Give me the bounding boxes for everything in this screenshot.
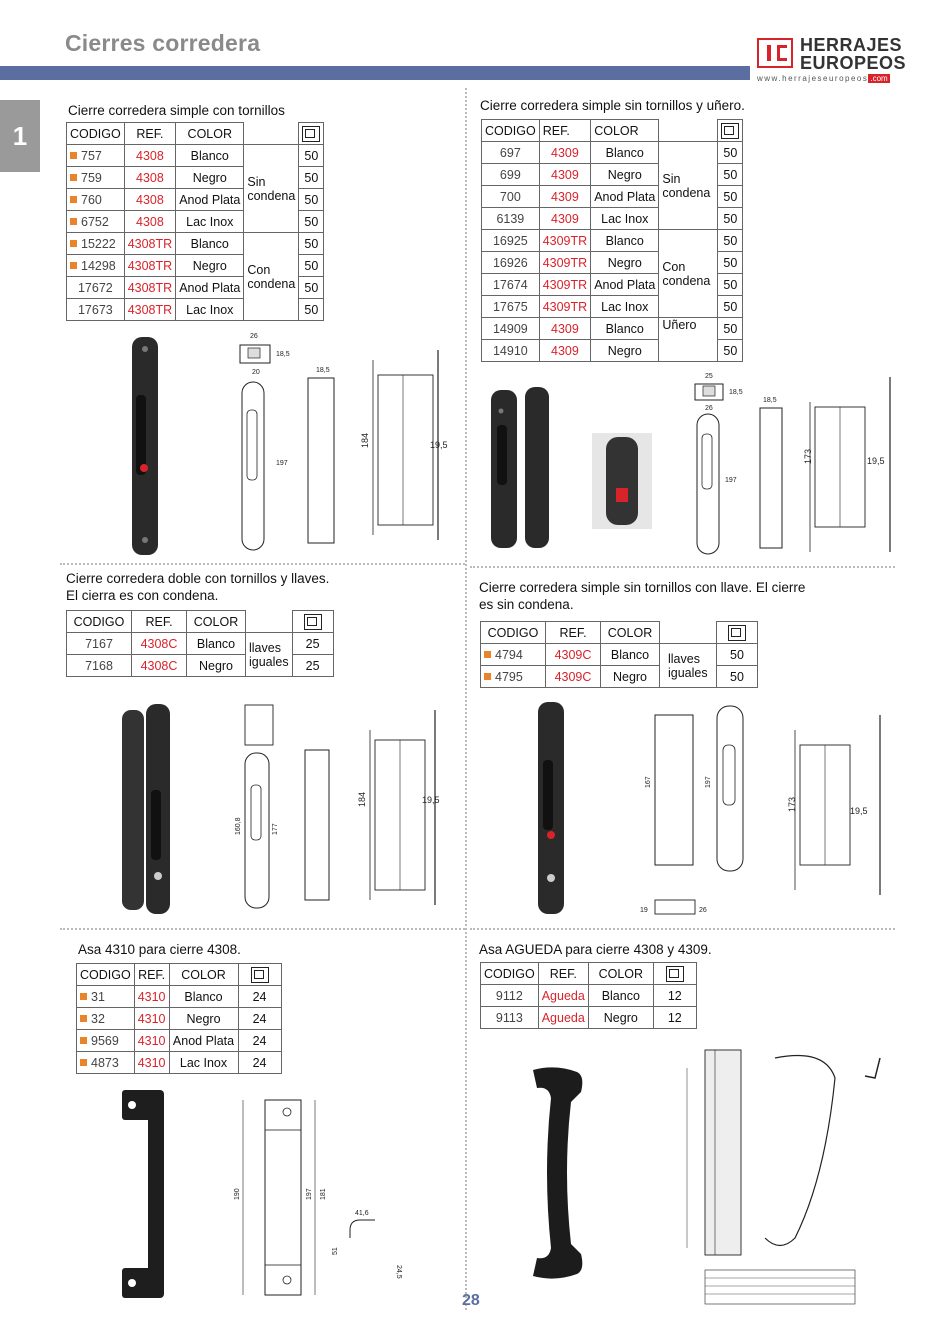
ref-cell: 4309 <box>539 186 590 208</box>
color-cell: Blanco <box>176 233 244 255</box>
color-cell: Negro <box>591 340 659 362</box>
qty-cell: 50 <box>299 189 324 211</box>
brand-logo-icon <box>757 38 793 68</box>
box-qty-header <box>718 120 743 142</box>
ref-cell: 4308TR <box>124 233 175 255</box>
row-divider-1-left <box>60 563 465 565</box>
table-row <box>77 1030 282 1052</box>
col-header: REF. <box>134 964 169 986</box>
dimension-label: 190 <box>234 1188 241 1200</box>
ref-cell: 4309C <box>546 666 601 688</box>
qty-cell: 50 <box>718 318 743 340</box>
dimension-label: 19,5 <box>422 795 440 805</box>
code-cell: 16926 <box>482 252 540 274</box>
qty-cell: 50 <box>718 142 743 164</box>
new-mark-icon <box>80 1059 87 1066</box>
color-cell: Negro <box>187 655 246 677</box>
technical-drawing-4310 <box>225 1080 425 1310</box>
row-divider-1-right <box>470 566 895 568</box>
table-row <box>77 964 282 986</box>
color-cell: Lac Inox <box>169 1052 238 1074</box>
product-detail-photo <box>592 433 652 529</box>
qty-cell: 50 <box>299 277 324 299</box>
ref-cell: Agueda <box>538 985 588 1007</box>
dimension-label: 160,8 <box>235 817 242 835</box>
table-row <box>67 611 334 633</box>
code-value: 9569 <box>91 1033 119 1048</box>
dimension-label: 26 <box>705 405 713 412</box>
product-table <box>480 621 758 688</box>
qty-cell: 50 <box>718 296 743 318</box>
color-cell: Negro <box>601 666 660 688</box>
column-divider <box>465 88 467 1310</box>
new-mark-icon <box>70 174 77 181</box>
code-value: 759 <box>81 170 102 185</box>
col-header: CODIGO <box>481 963 539 985</box>
code-cell <box>67 167 125 189</box>
dimension-label: 41,6 <box>355 1210 369 1217</box>
col-header: CODIGO <box>481 622 546 644</box>
code-cell: 9112 <box>481 985 539 1007</box>
color-cell: Blanco <box>187 633 246 655</box>
col-header: CODIGO <box>67 123 125 145</box>
table-row <box>67 145 324 167</box>
product-table <box>66 610 334 677</box>
color-cell: Negro <box>591 164 659 186</box>
color-cell: Anod Plata <box>169 1030 238 1052</box>
qty-cell: 24 <box>238 1052 281 1074</box>
table-row <box>482 120 743 142</box>
code-cell: 700 <box>482 186 540 208</box>
ref-cell: 4310 <box>134 1008 169 1030</box>
technical-drawing-4308c <box>225 695 465 920</box>
ref-cell: 4308C <box>132 633 187 655</box>
dimension-label: 24,5 <box>395 1265 402 1279</box>
color-cell: Negro <box>176 167 244 189</box>
ref-cell: 4309 <box>539 164 590 186</box>
box-qty-header <box>299 123 324 145</box>
qty-cell: 50 <box>299 299 324 321</box>
dimension-label: 18,5 <box>763 397 777 404</box>
code-cell <box>67 211 125 233</box>
qty-cell: 12 <box>653 1007 696 1029</box>
ref-cell: 4309 <box>539 340 590 362</box>
new-mark-icon <box>484 651 491 658</box>
table-row <box>77 1052 282 1074</box>
dimension-label: 197 <box>306 1188 313 1200</box>
product-table <box>481 119 743 362</box>
table-cell <box>246 611 293 633</box>
qty-cell: 50 <box>299 145 324 167</box>
new-mark-icon <box>80 993 87 1000</box>
col-header: CODIGO <box>482 120 540 142</box>
product-photo-4308c <box>118 700 178 918</box>
section-title: Cierre corredera simple con tornillos <box>68 103 285 118</box>
col-header: COLOR <box>187 611 246 633</box>
section-title <box>479 579 805 613</box>
group-label: Con condena <box>659 230 718 318</box>
code-cell: 699 <box>482 164 540 186</box>
qty-cell: 50 <box>718 208 743 230</box>
box-icon <box>721 123 739 139</box>
ref-cell: 4310 <box>134 1030 169 1052</box>
box-qty-header <box>653 963 696 985</box>
brand-url-tld: .com <box>870 74 888 83</box>
box-icon <box>666 966 684 982</box>
col-header: REF. <box>124 123 175 145</box>
brand-name-line1: HERRAJES <box>800 35 903 55</box>
header-bar <box>0 66 750 80</box>
ref-cell: Agueda <box>538 1007 588 1029</box>
new-mark-icon <box>70 218 77 225</box>
col-header: COLOR <box>588 963 653 985</box>
ref-cell: 4309TR <box>539 252 590 274</box>
section-title: Cierre corredera simple sin tornillos y uñero. <box>480 98 745 113</box>
table-row <box>481 963 697 985</box>
code-value: 757 <box>81 148 102 163</box>
box-qty-header <box>717 622 758 644</box>
group-label: Con condena <box>244 233 299 321</box>
code-cell: 7168 <box>67 655 132 677</box>
brand-url-main: www.herrajeseuropeos <box>757 74 869 83</box>
section-title: Asa AGUEDA para cierre 4308 y 4309. <box>479 942 712 957</box>
new-mark-icon <box>70 152 77 159</box>
color-cell: Anod Plata <box>591 186 659 208</box>
col-header: COLOR <box>176 123 244 145</box>
table-row <box>481 1007 697 1029</box>
col-header: COLOR <box>601 622 660 644</box>
color-cell: Negro <box>176 255 244 277</box>
row-divider-2-left <box>60 928 465 930</box>
code-cell: 14909 <box>482 318 540 340</box>
color-cell: Blanco <box>176 145 244 167</box>
code-cell: 7167 <box>67 633 132 655</box>
qty-cell: 50 <box>718 252 743 274</box>
code-value: 14298 <box>81 258 116 273</box>
dimension-label: 167 <box>645 776 652 788</box>
dimension-label: 20 <box>252 369 260 376</box>
color-cell: Lac Inox <box>591 296 659 318</box>
ref-cell: 4310 <box>134 986 169 1008</box>
col-header: CODIGO <box>67 611 132 633</box>
code-value: 32 <box>91 1011 105 1026</box>
section-title <box>66 570 329 604</box>
code-cell <box>67 233 125 255</box>
code-cell: 17674 <box>482 274 540 296</box>
product-photo-4309c <box>532 700 572 918</box>
table-cell <box>660 622 717 644</box>
col-header: REF. <box>546 622 601 644</box>
qty-cell: 50 <box>718 186 743 208</box>
qty-cell: 50 <box>299 255 324 277</box>
dimension-label: 197 <box>705 776 712 788</box>
qty-cell: 24 <box>238 986 281 1008</box>
ref-cell: 4308TR <box>124 277 175 299</box>
table-row <box>482 142 743 164</box>
qty-cell: 12 <box>653 985 696 1007</box>
ref-cell: 4309 <box>539 208 590 230</box>
qty-cell: 50 <box>717 644 758 666</box>
dimension-label: 19,5 <box>850 806 868 816</box>
section-title-line2: El cierra es con condena. <box>66 588 219 603</box>
ref-cell: 4309TR <box>539 296 590 318</box>
brand-url[interactable] <box>757 74 890 83</box>
qty-cell: 50 <box>718 340 743 362</box>
qty-cell: 50 <box>299 167 324 189</box>
ref-cell: 4308 <box>124 167 175 189</box>
page-title: Cierres corredera <box>65 30 261 56</box>
brand-name-line2: EUROPEOS <box>800 53 907 73</box>
color-cell: Lac Inox <box>176 211 244 233</box>
color-cell: Blanco <box>591 318 659 340</box>
code-cell <box>77 1030 135 1052</box>
technical-drawing-4309c <box>625 700 895 920</box>
box-icon <box>304 614 322 630</box>
code-cell: 9113 <box>481 1007 539 1029</box>
section-title: Asa 4310 para cierre 4308. <box>78 942 241 957</box>
qty-cell: 25 <box>292 655 333 677</box>
ref-cell: 4308C <box>132 655 187 677</box>
color-cell: Blanco <box>601 644 660 666</box>
col-header: COLOR <box>591 120 659 142</box>
dimension-label: 19,5 <box>430 440 448 450</box>
col-header: REF. <box>539 120 590 142</box>
color-cell: Anod Plata <box>176 277 244 299</box>
dimension-label: 197 <box>725 477 737 484</box>
product-photo-4309 <box>485 385 555 550</box>
ref-cell: 4308 <box>124 211 175 233</box>
col-header: CODIGO <box>77 964 135 986</box>
dimension-label: 51 <box>332 1247 339 1255</box>
code-cell: 14910 <box>482 340 540 362</box>
dimension-label: 184 <box>357 791 367 807</box>
ref-cell: 4309 <box>539 318 590 340</box>
color-cell: Blanco <box>591 230 659 252</box>
table-row <box>481 666 758 688</box>
table-row <box>77 1008 282 1030</box>
ref-cell: 4308TR <box>124 255 175 277</box>
code-value: 4795 <box>495 669 523 684</box>
color-cell: Lac Inox <box>176 299 244 321</box>
code-cell: 17672 <box>67 277 125 299</box>
code-cell: 17673 <box>67 299 125 321</box>
qty-cell: 50 <box>299 233 324 255</box>
new-mark-icon <box>484 673 491 680</box>
color-cell: Anod Plata <box>176 189 244 211</box>
table-row <box>67 233 324 255</box>
product-photo-4310 <box>118 1088 178 1300</box>
product-photo-agueda <box>515 1062 595 1284</box>
ref-cell: 4309 <box>539 142 590 164</box>
dimension-label: 184 <box>360 432 370 448</box>
dimension-label: 19,5 <box>867 456 885 466</box>
table-row <box>481 644 758 666</box>
group-label: Uñero <box>659 318 718 362</box>
color-cell: Blanco <box>591 142 659 164</box>
code-cell <box>77 986 135 1008</box>
group-label: Sin condena <box>244 145 299 233</box>
table-cell <box>659 120 718 142</box>
dimension-label: 181 <box>320 1188 327 1200</box>
code-value: 760 <box>81 192 102 207</box>
col-header: COLOR <box>169 964 238 986</box>
table-cell <box>244 123 299 145</box>
color-cell: Anod Plata <box>591 274 659 296</box>
new-mark-icon <box>80 1037 87 1044</box>
product-table <box>480 962 697 1029</box>
group-label: llaves iguales <box>246 633 293 677</box>
code-cell: 16925 <box>482 230 540 252</box>
technical-drawing-agueda <box>665 1038 893 1308</box>
ref-cell: 4309C <box>546 644 601 666</box>
code-cell: 6139 <box>482 208 540 230</box>
new-mark-icon <box>70 196 77 203</box>
new-mark-icon <box>70 240 77 247</box>
color-cell: Negro <box>588 1007 653 1029</box>
code-cell <box>481 644 546 666</box>
ref-cell: 4309TR <box>539 274 590 296</box>
section-title-line2: es sin condena. <box>479 597 574 612</box>
col-header: REF. <box>132 611 187 633</box>
qty-cell: 50 <box>718 230 743 252</box>
col-header: REF. <box>538 963 588 985</box>
box-qty-header <box>238 964 281 986</box>
table-row <box>77 986 282 1008</box>
dimension-label: 18,5 <box>276 351 290 358</box>
table-row <box>67 633 334 655</box>
qty-cell: 24 <box>238 1008 281 1030</box>
group-label: Sin condena <box>659 142 718 230</box>
code-cell <box>67 255 125 277</box>
dimension-label: 197 <box>276 460 288 467</box>
code-cell <box>481 666 546 688</box>
code-cell: 697 <box>482 142 540 164</box>
table-row <box>482 230 743 252</box>
code-value: 4873 <box>91 1055 119 1070</box>
code-cell <box>67 145 125 167</box>
new-mark-icon <box>70 262 77 269</box>
technical-drawing-4309 <box>685 372 895 557</box>
table-row <box>481 622 758 644</box>
dimension-label: 177 <box>272 823 279 835</box>
dimension-label: 26 <box>250 333 258 340</box>
dimension-label: 18,5 <box>316 367 330 374</box>
code-value: 4794 <box>495 647 523 662</box>
section-title-line1: Cierre corredera doble con tornillos y llaves. <box>66 571 330 586</box>
table-row <box>67 123 324 145</box>
table-row <box>67 655 334 677</box>
code-value: 15222 <box>81 236 116 251</box>
box-icon <box>728 625 746 641</box>
ref-cell: 4310 <box>134 1052 169 1074</box>
code-cell <box>77 1052 135 1074</box>
table-row <box>481 985 697 1007</box>
technical-drawing-4308 <box>228 330 468 555</box>
dimension-label: 18,5 <box>729 389 743 396</box>
ref-cell: 4308TR <box>124 299 175 321</box>
product-photo-4308 <box>120 335 170 560</box>
code-value: 6752 <box>81 214 109 229</box>
code-cell <box>67 189 125 211</box>
qty-cell: 50 <box>718 274 743 296</box>
new-mark-icon <box>80 1015 87 1022</box>
qty-cell: 50 <box>299 211 324 233</box>
color-cell: Blanco <box>169 986 238 1008</box>
qty-cell: 24 <box>238 1030 281 1052</box>
qty-cell: 50 <box>718 164 743 186</box>
section-title-line1: Cierre corredera simple sin tornillos con llave. El cierre <box>479 580 806 595</box>
table-row <box>482 318 743 340</box>
code-cell: 17675 <box>482 296 540 318</box>
product-table <box>66 122 324 321</box>
product-table <box>76 963 282 1074</box>
ref-cell: 4309TR <box>539 230 590 252</box>
page-number: 28 <box>462 1292 480 1309</box>
qty-cell: 50 <box>717 666 758 688</box>
color-cell: Negro <box>591 252 659 274</box>
box-icon <box>302 126 320 142</box>
dimension-label: 26 <box>699 907 707 914</box>
box-icon <box>251 967 269 983</box>
ref-cell: 4308 <box>124 189 175 211</box>
box-qty-header <box>292 611 333 633</box>
dimension-label: 19 <box>640 907 648 914</box>
color-cell: Blanco <box>588 985 653 1007</box>
code-cell <box>77 1008 135 1030</box>
group-label: llaves iguales <box>660 644 717 688</box>
chapter-tab: 1 <box>0 100 40 172</box>
color-cell: Lac Inox <box>591 208 659 230</box>
dimension-label: 25 <box>705 373 713 380</box>
dimension-label: 173 <box>787 796 797 812</box>
code-value: 31 <box>91 989 105 1004</box>
dimension-label: 173 <box>803 448 813 464</box>
color-cell: Negro <box>169 1008 238 1030</box>
ref-cell: 4308 <box>124 145 175 167</box>
qty-cell: 25 <box>292 633 333 655</box>
row-divider-2-right <box>470 928 895 930</box>
